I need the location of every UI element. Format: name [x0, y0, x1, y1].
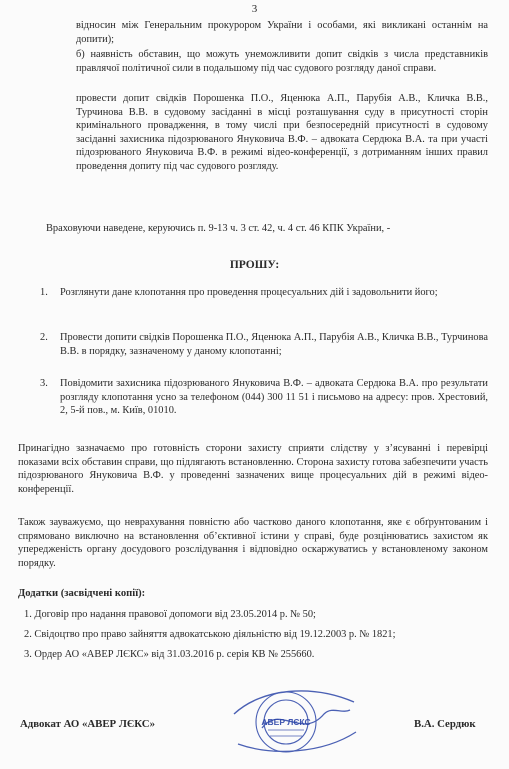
attachment-item-3: 3. Ордер АО «АВЕР ЛЄКС» від 31.03.2016 р. серія КВ № 255660. [24, 649, 315, 660]
intro-line-b: б) наявність обставин, що можуть унеможливити допит свідків з числа представників правлячої політичної сили в подальшому під час судового розгляду даної справи. [76, 49, 488, 74]
attachment-item-2: 2. Свідоцтво про право зайняття адвокатською діяльністю від 19.12.2003 р. № 1821; [24, 629, 396, 640]
request-number-2: 2. [40, 332, 48, 343]
request-title: ПРОШУ: [229, 259, 280, 271]
considering-line [46, 222, 490, 236]
considering-text: Враховуючи наведене, керуючись п. 9-13 ч. 3 ст. 42, ч. 4 ст. 46 КПК України, - [46, 223, 391, 234]
attachments-title: Додатки (засвідчені копії): [18, 588, 146, 599]
request-number-3: 3. [40, 378, 48, 389]
page-number: 3 [251, 3, 258, 15]
intro-line-a: відносин між Генеральним прокурором України і особами, які викликані останнім на допити); [76, 20, 488, 45]
note-text: Також зауважуємо, що неврахування повністю або частково даного клопотання, яке є обґрунтованим і спрямовано виключно на встановлення об’єктивної істини у справі, буде розцінюватись захистом як упередженість органу досудового розслідування і відповідно оскаржуватись у встановленому законом порядку. [18, 517, 488, 569]
request-item-2: Провести допити свідків Порошенка П.О., Яценюка А.П., Парубія А.В., Кличка В.В., Турчинова В.В. в порядку, зазначеному у даному клопотанні; [60, 332, 488, 357]
stamp-text: АВЕР ЛЄКС [261, 717, 311, 727]
company-stamp [232, 684, 360, 762]
readiness-paragraph [18, 442, 488, 496]
signature-left: Адвокат АО «АВЕР ЛЄКС» [20, 718, 155, 730]
readiness-text: Принагідно зазначаємо про готовність сторони захисту сприяти слідству у з’ясуванні і перевірці показами всіх обставин справи, що підлягають встановленню. Сторона захисту готова забезпечити участь підозрюваного Януковича В.Ф. у проведенні зазначених вище процесуальних дій в режимі відео-конференції. [18, 443, 488, 495]
note-paragraph [18, 516, 488, 570]
intro-line-witnesses: провести допит свідків Порошенка П.О., Яценюка А.П., Парубія А.В., Кличка В.В., Турчинова В.В. в судовому засіданні в місці розташування суду в присутності сторін кримінального провадження, в тому числі при безпосередній присутності в судовому засіданні захисника підозрюваного Януковича В.Ф. – адвоката Сердюка В.А. та при участі підозрюваного Януковича В.Ф. в режимі відео-конференції, з дотриманням інших правил проведення допиту під час судового розгляду. [76, 93, 488, 172]
attachment-item-1: 1. Договір про надання правової допомоги від 23.05.2014 р. № 50; [24, 609, 316, 620]
intro-item-a-tail [76, 19, 488, 46]
intro-item-b [76, 48, 488, 75]
request-number-1: 1. [40, 287, 48, 298]
request-item-3: Повідомити захисника підозрюваного Януковича В.Ф. – адвоката Сердюка В.А. про результати розгляду клопотання усно за телефоном (044) 300 11 51 і письмово на адресу: пров. Хрестовий, 2, 5-й пов., м. Київ, 01010. [60, 378, 488, 417]
signature-right: В.А. Сердюк [414, 718, 476, 730]
request-item-1: Розглянути дане клопотання про проведення процесуальних дій і задовольнити його; [60, 287, 438, 298]
intro-witness-paragraph [76, 92, 488, 174]
